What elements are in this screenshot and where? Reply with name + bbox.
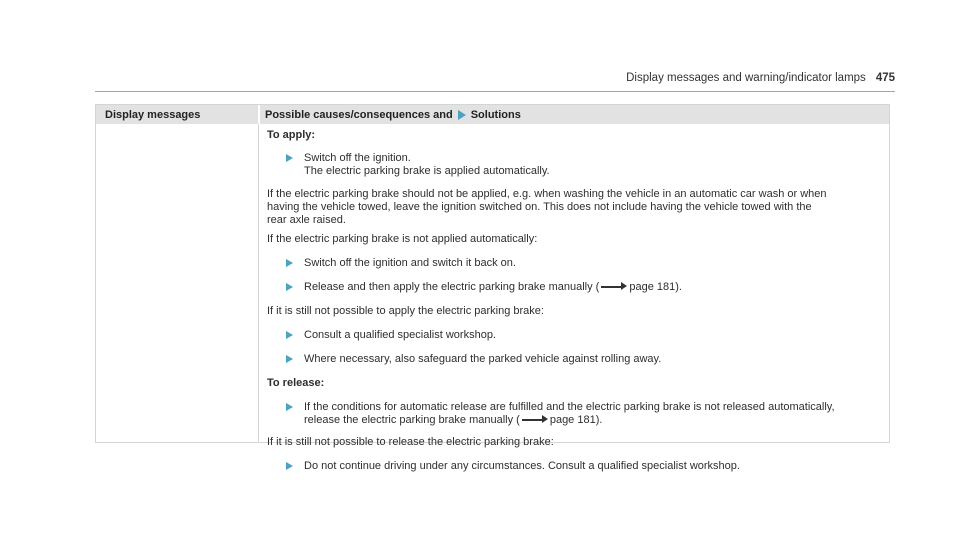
to-apply-heading: To apply: (267, 129, 316, 141)
step-arrow-icon (286, 259, 293, 267)
paragraph-text: If the electric parking brake is not applied automatically: (267, 233, 538, 245)
step-text: Do not continue driving under any circumstances. Consult a qualified specialist workshop. (304, 460, 740, 472)
page-reference-arrow-icon (522, 415, 548, 424)
step-release-and-apply (284, 281, 682, 294)
step-arrow-icon (286, 331, 293, 339)
column-heading-display-messages: Display messages (105, 109, 201, 121)
step-do-not-drive (284, 460, 740, 473)
step-arrow-icon (286, 355, 293, 363)
step-arrow-icon (286, 462, 293, 470)
page-reference-link[interactable]: page 181). (629, 281, 682, 293)
step-text: Consult a qualified specialist workshop. (304, 329, 496, 341)
column-divider-header-gap (258, 105, 260, 124)
column-heading-causes-solutions (265, 109, 521, 121)
paragraph-text: having the vehicle towed, leave the ignition switched on. This does not include having the vehicle towed with the (267, 201, 812, 213)
step-arrow-icon (286, 154, 293, 162)
triangle-arrow-icon (458, 110, 466, 120)
step-consult-workshop (284, 329, 496, 342)
column-heading-causes-text: Possible causes/consequences and (265, 109, 453, 121)
running-head-title: Display messages and warning/indicator lamps (626, 72, 866, 84)
step-release-manually (284, 401, 835, 427)
page-number: 475 (875, 72, 895, 84)
step-text: Switch off the ignition and switch it back on. (304, 257, 516, 269)
table-header (96, 105, 889, 124)
column-heading-solutions-text: Solutions (470, 109, 521, 121)
step-restart-ignition (284, 257, 516, 270)
page-reference-link[interactable]: page 181). (549, 414, 603, 426)
step-switch-off-ignition (284, 152, 550, 178)
paragraph-text: If it is still not possible to release the electric parking brake: (267, 436, 554, 448)
step-text: Switch off the ignition. (304, 152, 411, 164)
paragraph-text: If the electric parking brake should not be applied, e.g. when washing the vehicle in an automatic car wash or when (267, 188, 827, 200)
step-safeguard-vehicle (284, 353, 661, 366)
step-text: release the electric parking brake manually ( (304, 414, 520, 426)
step-arrow-icon (286, 403, 293, 411)
step-text: Where necessary, also safeguard the parked vehicle against rolling away. (304, 353, 662, 365)
page-reference-arrow-icon (601, 282, 627, 291)
display-messages-table (95, 104, 890, 472)
paragraph-text: If it is still not possible to apply the electric parking brake: (267, 305, 544, 317)
paragraph-text: rear axle raised. (267, 214, 346, 226)
running-head (626, 72, 895, 84)
to-release-heading: To release: (267, 377, 325, 389)
step-arrow-icon (286, 283, 293, 291)
column-divider (258, 105, 259, 442)
step-text: Release and then apply the electric parking brake manually ( (304, 281, 600, 293)
step-text: The electric parking brake is applied automatically. (304, 165, 550, 177)
step-text: If the conditions for automatic release are fulfilled and the electric parking brake is not released automatically, (304, 401, 835, 413)
header-rule (95, 91, 895, 92)
